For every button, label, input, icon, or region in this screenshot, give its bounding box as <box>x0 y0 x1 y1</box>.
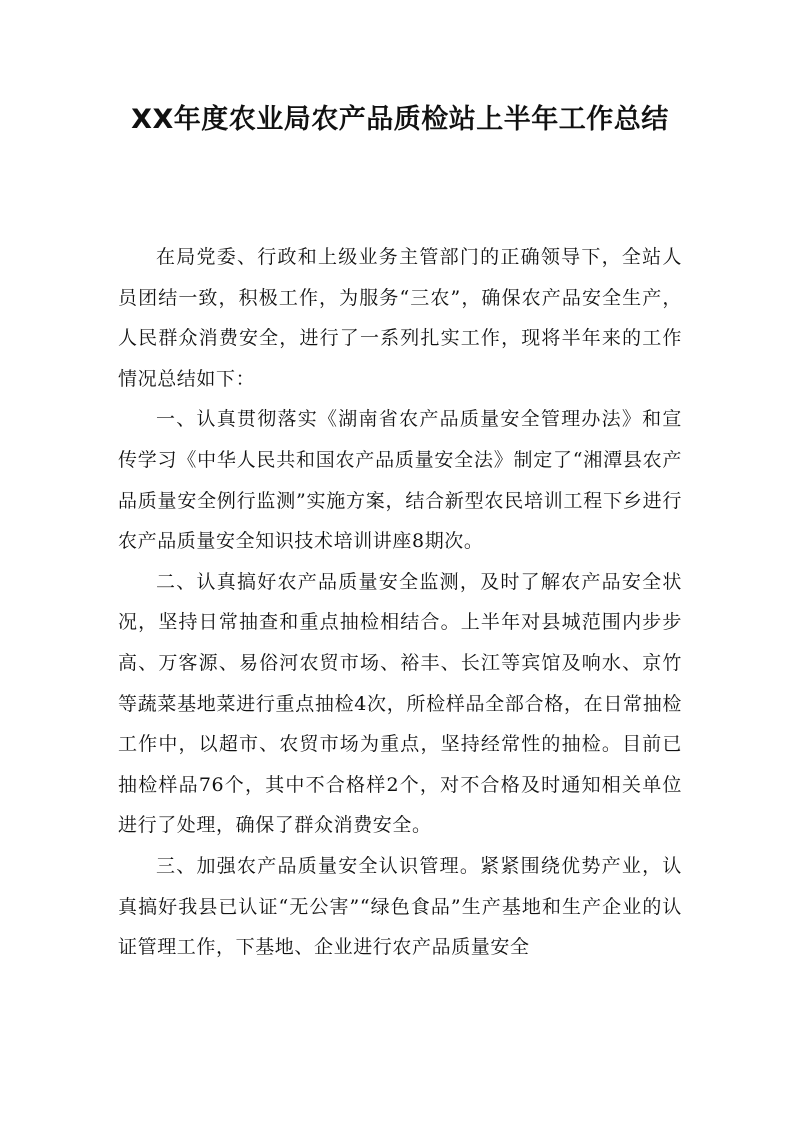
paragraph-section-1: 一、认真贯彻落实《湖南省农产品质量安全管理办法》和宣传学习《中华人民共和国农产品质量安全法》制定了“湘潭县农产品质量安全例行监测”实施方案，结合新型农民培训工程下乡进行农产品质量安全知识技术培训讲座8期次。 <box>118 408 682 553</box>
document-title: XX年度农业局农产品质检站上半年工作总结 <box>131 104 669 135</box>
paragraph-section-3: 三、加强农产品质量安全认识管理。紧紧围绕优势产业，认真搞好我县已认证“无公害”“绿色食品”生产基地和生产企业的认证管理工作，下基地、企业进行农产品质量安全 <box>118 854 682 959</box>
paragraph-section-2: 二、认真搞好农产品质量安全监测，及时了解农产品安全状况，坚持日常抽查和重点抽检相结合。上半年对县城范围内步步高、万客源、易俗河农贸市场、裕丰、长江等宾馆及响水、京竹等蔬菜基地菜进行重点抽检4次，所检样品全部合格，在日常抽检工作中，以超市、农贸市场为重点，坚持经常性的抽检。目前已抽检样品76个，其中不合格样2个，对不合格及时通知相关单位进行了处理，确保了群众消费安全。 <box>118 570 682 837</box>
document-body <box>118 237 682 968</box>
paragraph-intro: 在局党委、行政和上级业务主管部门的正确领导下，全站人员团结一致，积极工作，为服务“三农”，确保农产品安全生产，人民群众消费安全，进行了一系列扎实工作，现将半年来的工作情况总结如下： <box>118 246 682 390</box>
